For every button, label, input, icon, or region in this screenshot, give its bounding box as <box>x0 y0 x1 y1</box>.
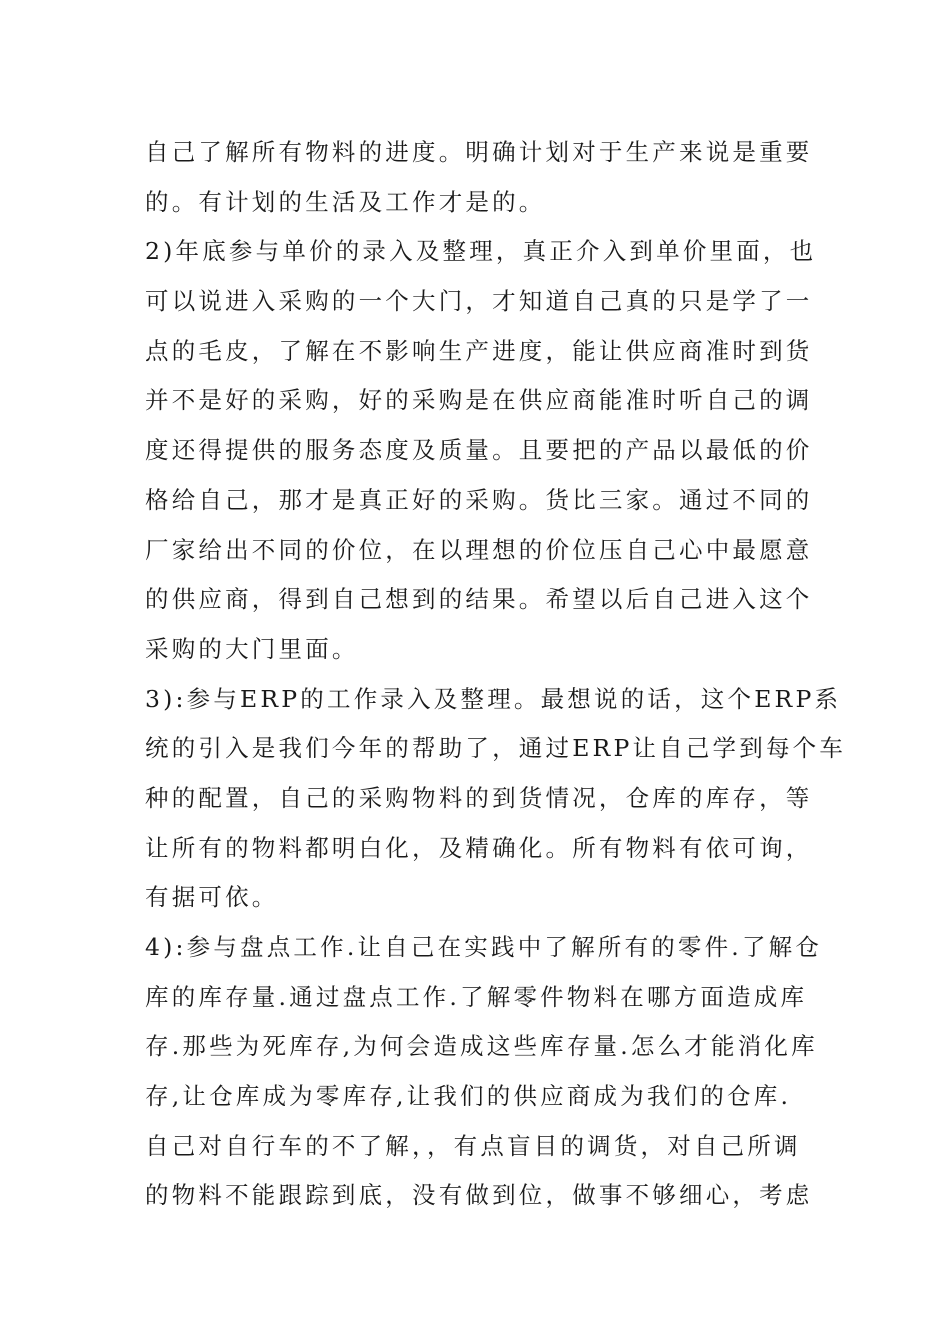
text-line: 有据可依。 <box>145 883 279 912</box>
text-line: 可以说进入采购的一个大门，才知道自己真的只是学了一 <box>145 287 813 316</box>
text-line: 格给自己，那才是真正好的采购。货比三家。通过不同的 <box>145 485 813 514</box>
text-line: 让所有的物料都明白化，及精确化。所有物料有依可询， <box>145 833 813 862</box>
text-line: 的。有计划的生活及工作才是的。 <box>145 187 546 216</box>
text-line: 自己了解所有物料的进度。明确计划对于生产来说是重要 <box>145 138 813 166</box>
text-line: 厂家给出不同的价位，在以理想的价位压自己心中最愿意 <box>145 535 813 564</box>
text-line: 度还得提供的服务态度及质量。且要把的产品以最低的价 <box>145 436 813 465</box>
text-line: 种的配置，自己的采购物料的到货情况，仓库的库存，等 <box>145 783 813 812</box>
text-line: 库的库存量.通过盘点工作.了解零件物料在哪方面造成库 <box>145 982 808 1011</box>
text-line: 存.那些为死库存,为何会造成这些库存量.怎么才能消化库 <box>145 1032 818 1061</box>
document-body <box>145 128 847 1221</box>
text-line: 自己对自行车的不了解，，有点盲目的调货，对自己所调 <box>145 1131 801 1160</box>
text-line: 统的引入是我们今年的帮助了，通过ERP让自己学到每个车 <box>145 734 847 763</box>
text-line: 点的毛皮，了解在不影响生产进度，能让供应商准时到货 <box>145 336 813 365</box>
text-line: 并不是好的采购，好的采购是在供应商能准时听自己的调 <box>145 386 813 415</box>
text-line: 的物料不能跟踪到底，没有做到位，做事不够细心，考虑 <box>145 1181 813 1210</box>
text-line: 的供应商，得到自己想到的结果。希望以后自己进入这个 <box>145 585 813 614</box>
text-line: 3):参与ERP的工作录入及整理。最想说的话，这个ERP系 <box>145 684 842 713</box>
text-line: 4):参与盘点工作.让自己在实践中了解所有的零件.了解仓 <box>145 933 823 961</box>
text-line: 存,让仓库成为零库存,让我们的供应商成为我们的仓库. <box>145 1082 792 1111</box>
text-line: 2)年底参与单价的录入及整理，真正介入到单价里面，也 <box>145 237 817 266</box>
text-line: 采购的大门里面。 <box>145 634 359 663</box>
